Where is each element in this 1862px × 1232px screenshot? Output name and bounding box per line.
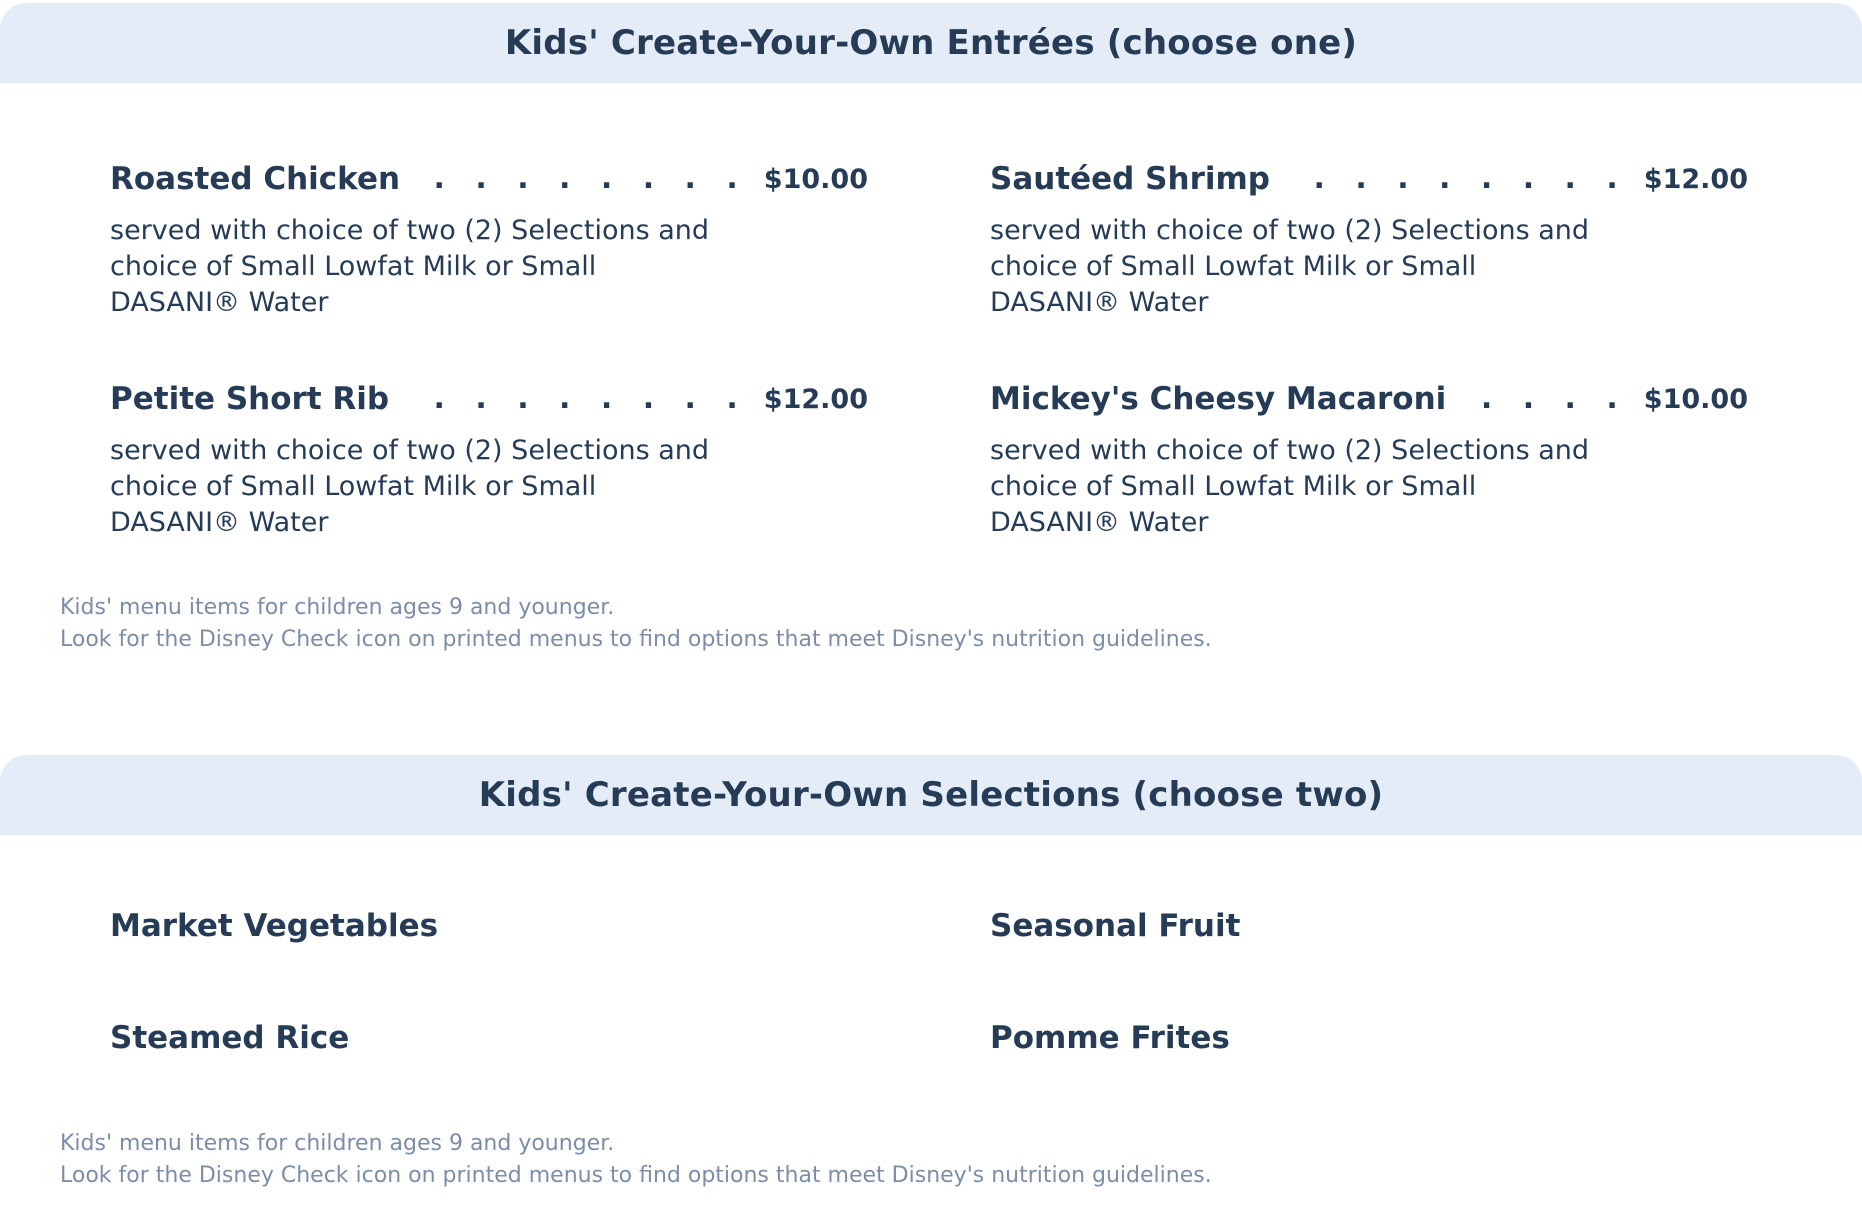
menu-item-petite-short-rib <box>110 377 868 541</box>
menu-item-name: Roasted Chicken <box>110 161 414 197</box>
menu-item-mickeys-cheesy-macaroni <box>990 377 1748 541</box>
menu-item-name: Mickey's Cheesy Macaroni <box>990 381 1460 417</box>
menu-item-name: Petite Short Rib <box>110 381 403 417</box>
selection-item-market-vegetables: Market Vegetables <box>110 908 439 944</box>
menu-item-name: Sautéed Shrimp <box>990 161 1284 197</box>
selections-header <box>0 755 1862 835</box>
menu-item-description: served with choice of two (2) Selections and choice of Small Lowfat Milk or Small DASANI® Water <box>110 435 710 538</box>
footnote-age-note: Kids' menu items for children ages 9 and younger. <box>60 1131 615 1156</box>
selection-item-steamed-rice: Steamed Rice <box>110 1020 350 1056</box>
dot-leader <box>414 157 748 201</box>
selection-item-pomme-frites: Pomme Frites <box>990 1020 1230 1056</box>
footnote-nutrition-note: Look for the Disney Check icon on printed menus to find options that meet Disney's nutrition guidelines. <box>60 1163 1212 1188</box>
entrees-footnote <box>60 592 1212 656</box>
menu-item-sauteed-shrimp <box>990 157 1748 321</box>
menu-item-head <box>990 377 1748 421</box>
entrees-title: Kids' Create-Your-Own Entrées (choose one) <box>504 23 1358 63</box>
dot-leader <box>1460 377 1628 421</box>
menu-item-head <box>990 157 1748 201</box>
menu-item-price: $12.00 <box>763 383 868 415</box>
menu-item-price: $10.00 <box>763 163 868 195</box>
selections-section <box>0 755 1862 835</box>
menu-item-description: served with choice of two (2) Selections and choice of Small Lowfat Milk or Small DASANI® Water <box>990 435 1590 538</box>
selections-footnote <box>60 1128 1212 1192</box>
menu-item-roasted-chicken <box>110 157 868 321</box>
menu-item-description: served with choice of two (2) Selections and choice of Small Lowfat Milk or Small DASANI® Water <box>110 215 710 318</box>
menu-item-description: served with choice of two (2) Selections and choice of Small Lowfat Milk or Small DASANI® Water <box>990 215 1590 318</box>
entrees-header <box>0 3 1862 83</box>
selections-title: Kids' Create-Your-Own Selections (choose two) <box>478 775 1384 815</box>
menu-item-head <box>110 377 868 421</box>
footnote-age-note: Kids' menu items for children ages 9 and younger. <box>60 595 615 620</box>
footnote-nutrition-note: Look for the Disney Check icon on printed menus to find options that meet Disney's nutrition guidelines. <box>60 627 1212 652</box>
entrees-section <box>0 3 1862 83</box>
menu-item-price: $10.00 <box>1643 383 1748 415</box>
dot-leader <box>1284 157 1628 201</box>
dot-leader <box>403 377 748 421</box>
selection-item-seasonal-fruit: Seasonal Fruit <box>990 908 1241 944</box>
menu-item-price: $12.00 <box>1643 163 1748 195</box>
menu-item-head <box>110 157 868 201</box>
